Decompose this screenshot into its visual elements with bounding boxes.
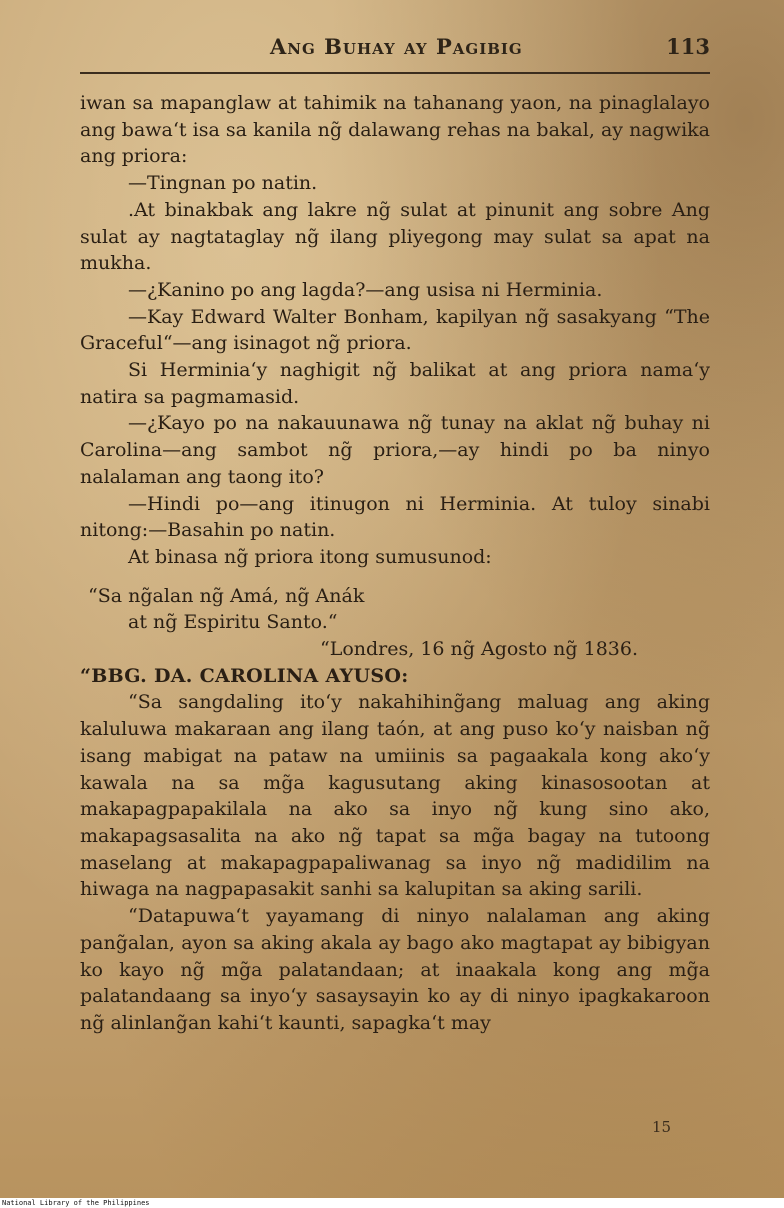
paragraph: Si Herminia‘y naghigit ng̃ balikat at ang priora nama‘y natira sa pagmamasid. xyxy=(80,359,710,408)
paragraph: —Hindi po—ang itinugon ni Herminia. At tuloy sinabi nitong:—Basahin po natin. xyxy=(80,492,710,542)
signature-mark: 15 xyxy=(652,1118,672,1136)
paragraph: —¿Kanino po ang lagda?—ang usisa ni Herminia. xyxy=(128,278,603,301)
library-credit: National Library of the Philippines xyxy=(2,1199,150,1207)
header-rule xyxy=(80,72,710,74)
spacer xyxy=(80,571,710,583)
paragraph: —¿Kayo po na nakauunawa ng̃ tunay na aklat ng̃ buhay ni Carolina—ang sambot ng̃ priora,—ay hindi po ba ninyo nalalaman ang taong ito? xyxy=(80,412,710,488)
paragraph: iwan sa mapanglaw at tahimik na tahanang yaon, na pinaglalayo ang bawa‘t isa sa kanila ng̃ dalawang rehas na bakal, ay nagwika ang priora: xyxy=(80,92,710,168)
letter-salutation: “BBG. DA. CAROLINA AYUSO: xyxy=(80,664,409,687)
letter-paragraph: “Datapuwa‘t yayamang di ninyo nalalaman ang aking pang̃alan, ayon sa aking akala ay bago ako magtapat ay bibigyan ko kayo ng̃ mg̃a palatandaan; at inaakala kong ang mg̃a palatandaang sa inyo‘y sasaysayin ko ay di ninyo ipagkakaroon ng̃ alinlang̃an kahi‘t kaunti, sapagka‘t may xyxy=(80,905,710,1034)
page-body xyxy=(80,90,710,1037)
invocation-line: at ng̃ Espiritu Santo.“ xyxy=(128,611,338,634)
paragraph: —Tingnan po natin. xyxy=(128,172,318,195)
running-title: Ang Buhay ay Pagibig xyxy=(270,34,523,59)
letter-dateline: “Londres, 16 ng̃ Agosto ng̃ 1836. xyxy=(320,638,638,661)
paragraph: .At binakbak ang lakre ng̃ sulat at pinunit ang sobre Ang sulat ay nagtataglay ng̃ ilang pliyegong may sulat sa apat na mukha. xyxy=(80,198,710,275)
page-number: 113 xyxy=(666,34,710,59)
letter-paragraph: “Sa sangdaling ito‘y nakahihing̃ang maluag ang aking kaluluwa makaraan ang ilang taón, at ang puso ko‘y naisban ng̃ isang mabigat na pataw na umiinis sa pagaakala kong ako‘y kawala na sa mg̃a kagusutang aking kinasosootan at makapagpapakilala na ako sa inyo ng̃ kung sino ako, makapagsasalita na ako ng̃ tapat sa mg̃a bagay na tutoong maselang at makapagpapaliwanag sa inyo ng̃ madidilim na hiwaga na nagpapasakit sanhi sa kalupitan sa aking sarili. xyxy=(80,691,710,901)
running-head xyxy=(80,34,710,64)
paragraph: —Kay Edward Walter Bonham, kapilyan ng̃ sasakyang “The Graceful“—ang isinagot ng̃ priora. xyxy=(80,305,710,355)
paragraph: At binasa ng̃ priora itong sumusunod: xyxy=(128,545,492,568)
invocation-line: “Sa ng̃alan ng̃ Amá, ng̃ Anák xyxy=(88,584,365,607)
